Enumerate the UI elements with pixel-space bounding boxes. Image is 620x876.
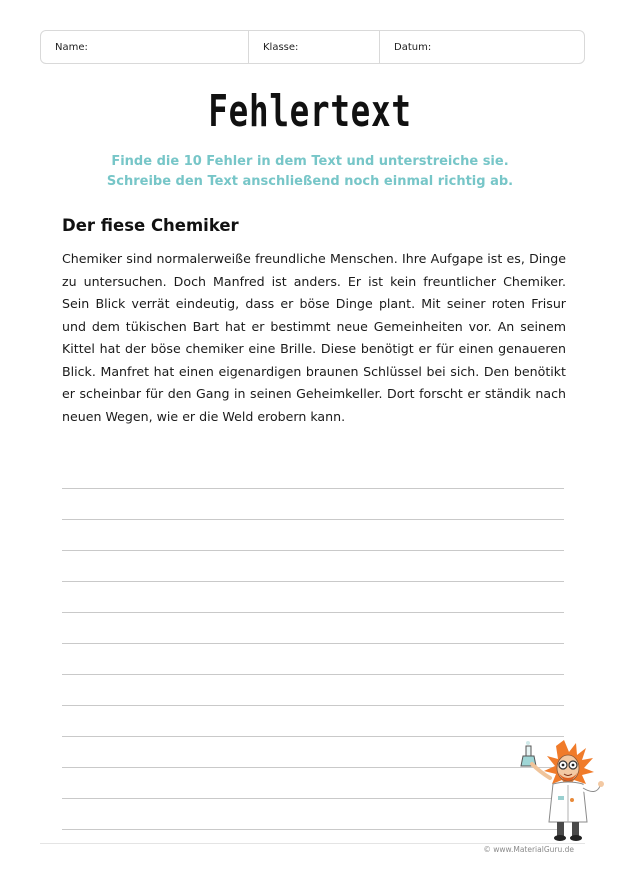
writing-line[interactable]	[62, 705, 564, 706]
datum-label: Datum:	[394, 41, 432, 53]
instruction-line-1: Finde die 10 Fehler in dem Text und unterstreiche sie.	[111, 154, 509, 169]
story-title: Der fiese Chemiker	[62, 216, 239, 235]
writing-line[interactable]	[62, 674, 564, 675]
copyright: © www.MaterialGuru.de	[483, 845, 574, 854]
instructions	[0, 152, 620, 192]
writing-line[interactable]	[62, 550, 564, 551]
writing-line[interactable]	[62, 519, 564, 520]
klasse-field[interactable]	[249, 31, 380, 63]
name-field[interactable]	[41, 31, 249, 63]
writing-line[interactable]	[62, 798, 564, 799]
writing-line[interactable]	[62, 767, 564, 768]
chemist-illustration	[520, 738, 608, 843]
klasse-label: Klasse:	[263, 41, 299, 53]
datum-field[interactable]	[380, 31, 584, 63]
writing-line[interactable]	[62, 488, 564, 489]
flask-icon	[521, 741, 536, 766]
writing-line[interactable]	[62, 612, 564, 613]
writing-line[interactable]	[62, 581, 564, 582]
writing-line[interactable]	[62, 736, 564, 737]
header-box	[40, 30, 585, 64]
writing-line[interactable]	[62, 643, 564, 644]
story-text: Chemiker sind normalerweiße freundliche Menschen. Ihre Aufgape ist es, Dinge zu untersuchen. Doch Manfred ist anders. Er ist kein freuntlicher Chemiker. Sein Blick verrät eindeutig, dass er böse Dinge plant. Mit seiner roten Frisur und dem tükischen Bart hat er bestimmt neue Gemeinheiten vor. An seinem Kittel hat der böse chemiker eine Brille. Diese benötigt er für einen genaueren Blick. Manfret hat einen eigenardigen braunen Schlüssel bei sich. Den benötikt er scheinbar für den Gang in seinen Geheimkeller. Dort forscht er ständik nach neuen Wegen, wie er die Weld erobern kann.	[62, 251, 566, 424]
name-label: Name:	[55, 41, 88, 53]
writing-line[interactable]	[62, 829, 564, 830]
footer-divider	[40, 843, 585, 844]
instruction-line-2: Schreibe den Text anschließend noch einmal richtig ab.	[106, 174, 514, 189]
page-title: Fehlertext	[208, 86, 412, 137]
